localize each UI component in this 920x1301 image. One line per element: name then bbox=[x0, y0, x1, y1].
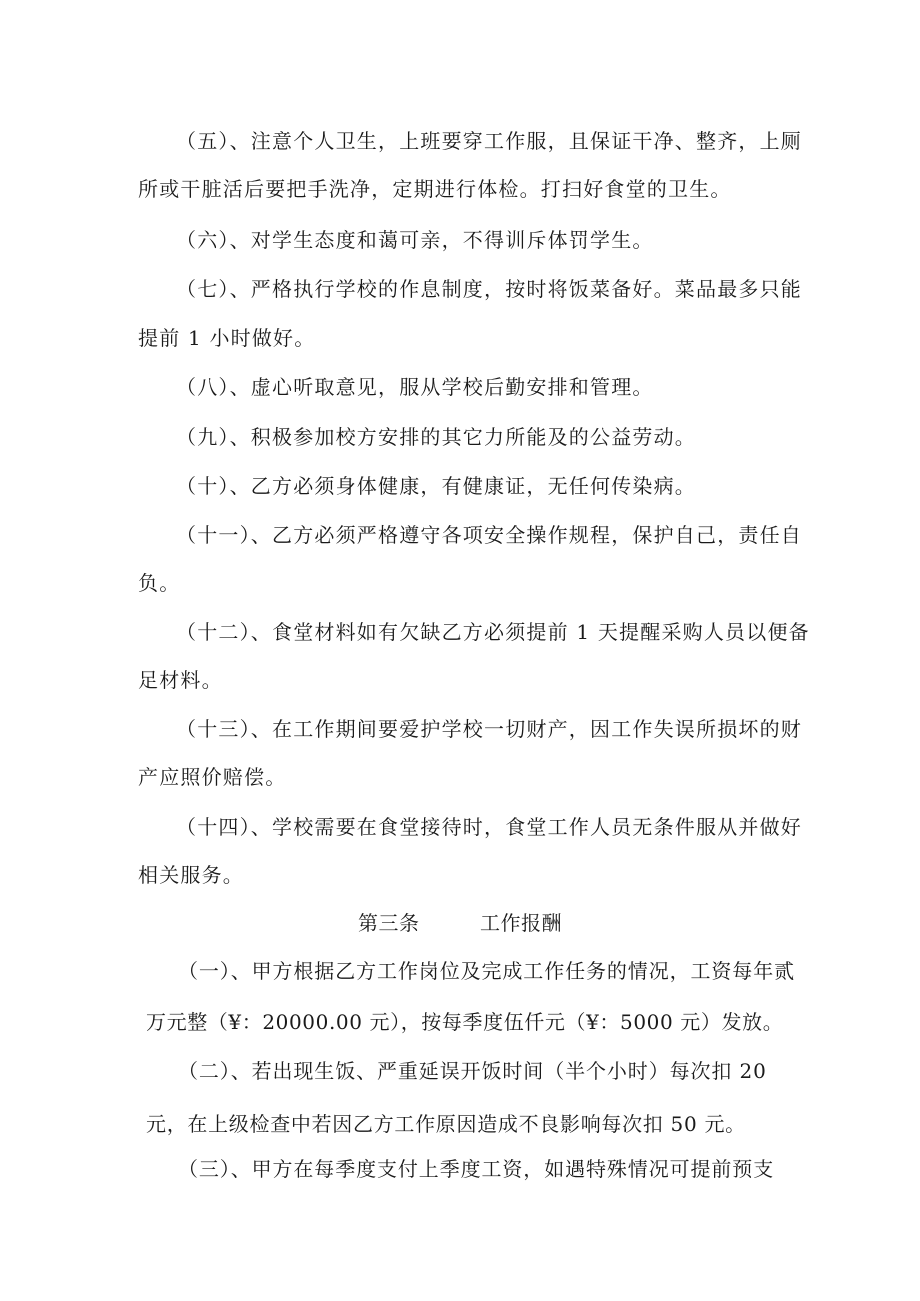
clause-5-line-2: 所或干脏活后要把手洗净，定期进行体检。打扫好食堂的卫生。 bbox=[138, 177, 732, 201]
pay-clause-1-line-1: （一）、甲方根据乙方工作岗位及完成工作任务的情况，工资每年贰 bbox=[178, 959, 795, 983]
clause-11-line-2: 负。 bbox=[138, 571, 181, 595]
clause-8: （八）、虚心听取意见，服从学校后勤安排和管理。 bbox=[176, 375, 654, 399]
clause-11-line-1: （十一）、乙方必须严格遵守各项安全操作规程，保护自己，责任自 bbox=[176, 523, 802, 547]
clause-10: （十）、乙方必须身体健康，有健康证，无任何传染病。 bbox=[176, 474, 696, 498]
clause-6: （六）、对学生态度和蔼可亲，不得训斥体罚学生。 bbox=[176, 228, 654, 252]
clause-9: （九）、积极参加校方安排的其它力所能及的公益劳动。 bbox=[176, 425, 696, 449]
pay-clause-2-line-2: 元，在上级检查中若因乙方工作原因造成不良影响每次扣 50 元。 bbox=[146, 1112, 746, 1136]
clause-5-line-1: （五）、注意个人卫生，上班要穿工作服，且保证干净、整齐，上厕 bbox=[176, 129, 802, 153]
clause-13-line-2: 产应照价赔偿。 bbox=[138, 765, 287, 789]
clause-12-line-2: 足材料。 bbox=[138, 668, 223, 692]
clause-7-line-2: 提前 1 小时做好。 bbox=[138, 326, 316, 350]
clause-13-line-1: （十三）、在工作期间要爱护学校一切财产，因工作失误所损坏的财 bbox=[176, 717, 802, 741]
pay-clause-1-line-2: 万元整（¥：20000.00 元），按每季度伍仟元（¥：5000 元）发放。 bbox=[146, 1010, 784, 1034]
clause-12-line-1: （十二）、食堂材料如有欠缺乙方必须提前 1 天提醒采购人员以便备 bbox=[176, 620, 810, 644]
section-number: 第三条 bbox=[358, 911, 420, 935]
pay-clause-3-line-1: （三）、甲方在每季度支付上季度工资，如遇特殊情况可提前预支 bbox=[178, 1157, 775, 1181]
clause-14-line-2: 相关服务。 bbox=[138, 863, 244, 887]
clause-14-line-1: （十四）、学校需要在食堂接待时，食堂工作人员无条件服从并做好 bbox=[176, 815, 802, 839]
clause-7-line-1: （七）、严格执行学校的作息制度，按时将饭菜备好。菜品最多只能 bbox=[176, 277, 802, 301]
section-title: 工作报酬 bbox=[480, 911, 562, 935]
pay-clause-2-line-1: （二）、若出现生饭、严重延误开饭时间（半个小时）每次扣 20 bbox=[178, 1059, 767, 1083]
